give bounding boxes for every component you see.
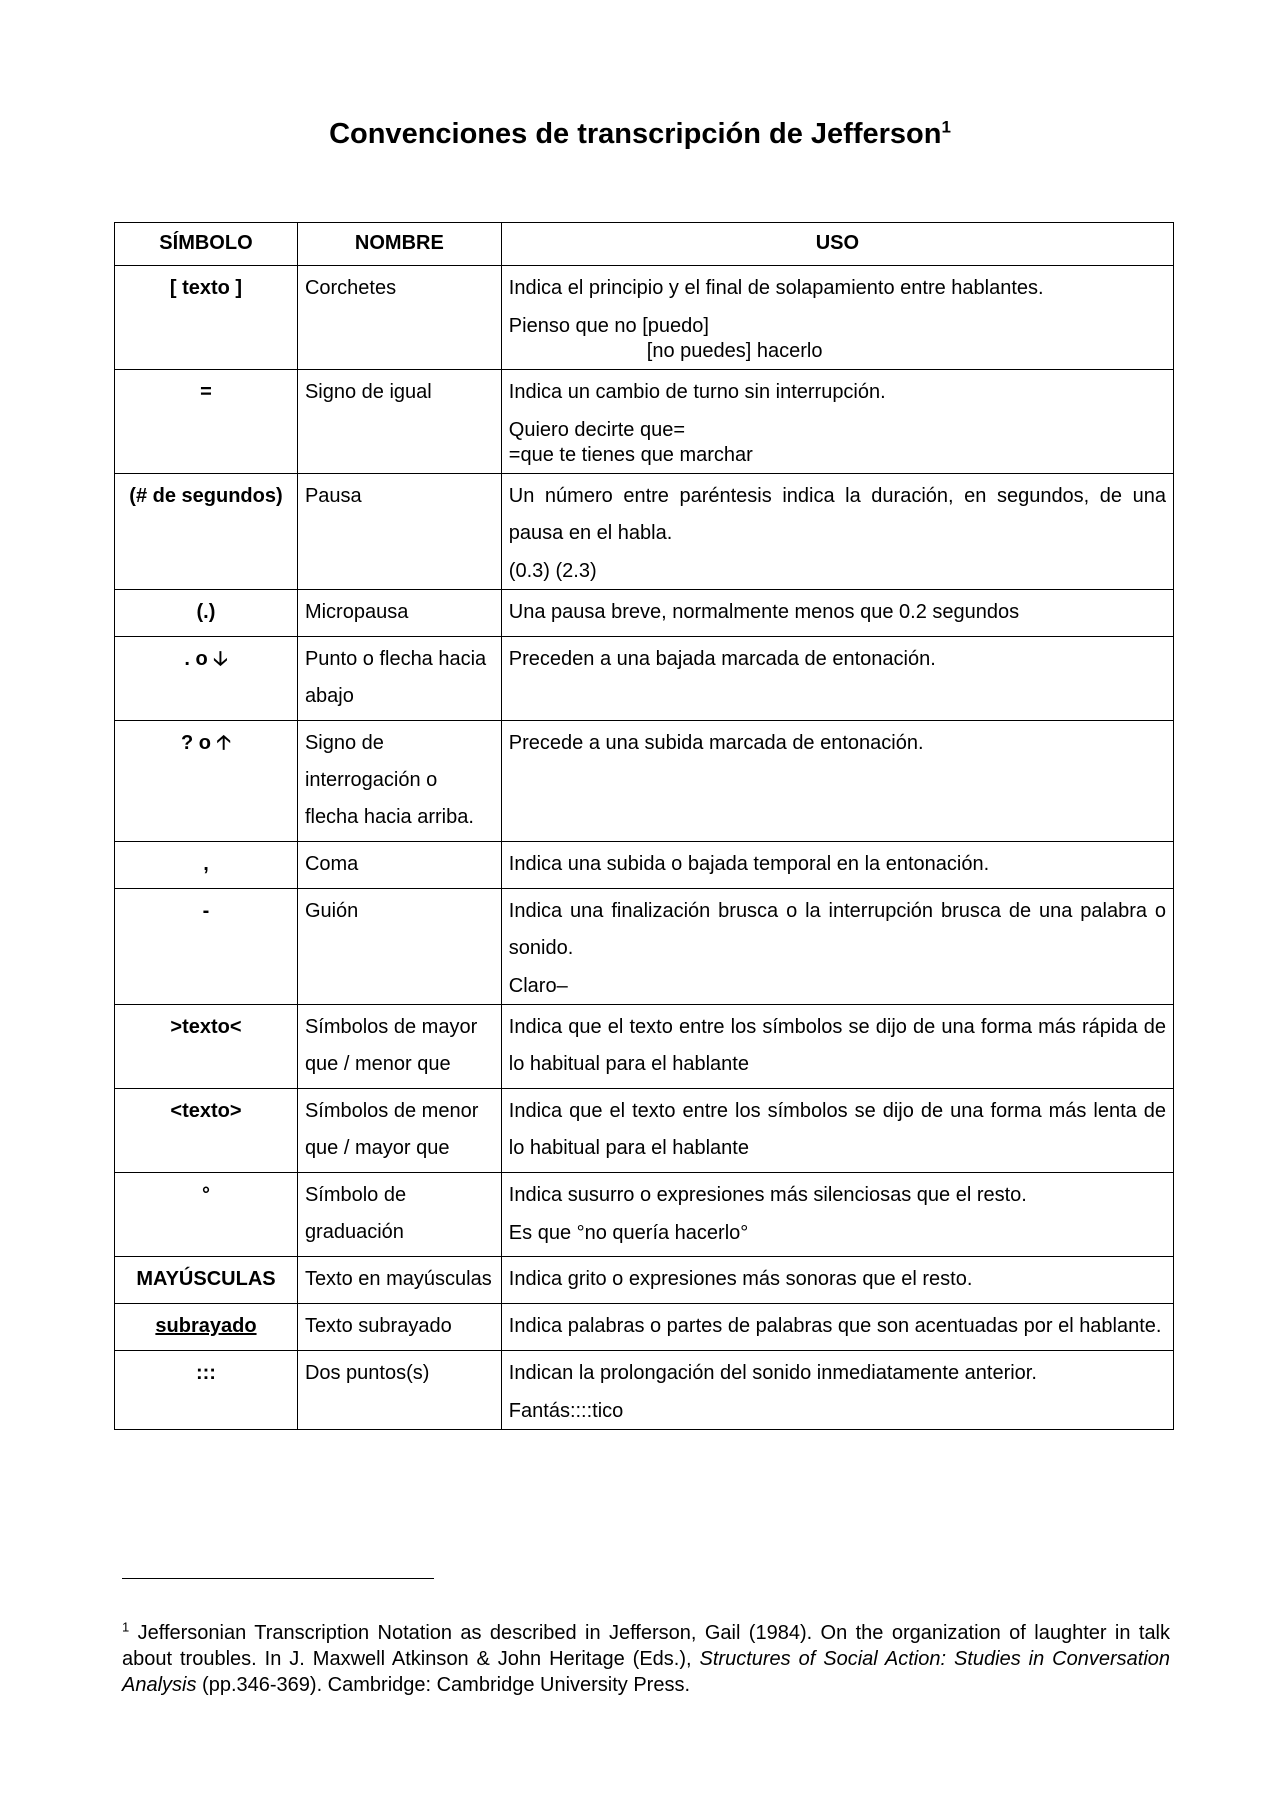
use-text: Indica un cambio de turno sin interrupción. [508, 381, 886, 403]
use-text: Indica palabras o partes de palabras que son acentuadas por el hablante. [508, 1315, 1162, 1337]
use-example: Fantás::::tico [508, 1400, 624, 1422]
use-text: Indica el principio y el final de solapamiento entre hablantes. [508, 277, 1044, 299]
cell-symbol: [ texto ] [115, 266, 298, 370]
table-row [115, 1173, 1174, 1257]
cell-symbol: = [115, 370, 298, 474]
footnote-book-title: Structures of Social Action: Studies in Conversation Analysis [122, 1648, 1171, 1696]
header-symbol: SÍMBOLO [115, 223, 298, 266]
cell-use [501, 266, 1173, 370]
use-text: Precede a una subida marcada de entonación. [508, 732, 924, 754]
example-line: =que te tienes que marchar [508, 444, 753, 466]
cell-name: Signo de interrogación o flecha hacia arriba. [297, 721, 501, 842]
cell-name: Símbolos de menor que / mayor que [297, 1089, 501, 1173]
table-row [115, 266, 1174, 370]
cell-use [501, 1089, 1173, 1173]
cell-name: Texto subrayado [297, 1304, 501, 1351]
cell-name: Guión [297, 889, 501, 1005]
table-row [115, 721, 1174, 842]
cell-name: Símbolo de graduación [297, 1173, 501, 1257]
cell-symbol: MAYÚSCULAS [115, 1257, 298, 1304]
table-row [115, 1351, 1174, 1430]
use-text: Un número entre paréntesis indica la duración, en segundos, de una pausa en el habla. [508, 485, 1166, 544]
table-row [115, 590, 1174, 637]
cell-name: Signo de igual [297, 370, 501, 474]
use-text: Indica susurro o expresiones más silenciosas que el resto. [508, 1184, 1027, 1206]
header-use: USO [501, 223, 1173, 266]
cell-name: Símbolos de mayor que / menor que [297, 1005, 501, 1089]
cell-use [501, 721, 1173, 842]
cell-use [501, 370, 1173, 474]
example-line: Pienso que no [puedo] [508, 315, 709, 337]
use-text: Preceden a una bajada marcada de entonación. [508, 648, 936, 670]
cell-symbol: - [115, 889, 298, 1005]
table-row [115, 1257, 1174, 1304]
cell-symbol: , [115, 842, 298, 889]
example-line: Quiero decirte que= [508, 419, 686, 441]
footnote-text: Jeffersonian Transcription Notation as described in Jefferson, Gail (1984). On the organization of laughter in talk about troubles. In J. Maxwell Atkinson & John Heritage (Eds.), [122, 1622, 1171, 1670]
cell-symbol: ? o 🡡 [115, 721, 298, 842]
table-row [115, 842, 1174, 889]
use-text: Indica una finalización brusca o la interrupción brusca de una palabra o sonido. [508, 900, 1166, 959]
cell-name: Texto en mayúsculas [297, 1257, 501, 1304]
cell-symbol: . o 🡣 [115, 637, 298, 721]
use-text: Indica una subida o bajada temporal en la entonación. [508, 853, 990, 875]
cell-use [501, 637, 1173, 721]
cell-use [501, 1304, 1173, 1351]
cell-symbol: >texto< [115, 1005, 298, 1089]
use-example: (0.3) (2.3) [508, 560, 597, 582]
footnote-text-end: (pp.346-369). Cambridge: Cambridge University Press. [202, 1674, 691, 1696]
table-row [115, 637, 1174, 721]
cell-name: Punto o flecha hacia abajo [297, 637, 501, 721]
conventions-table [114, 222, 1174, 1430]
cell-use [501, 1351, 1173, 1430]
cell-name: Coma [297, 842, 501, 889]
cell-symbol: <texto> [115, 1089, 298, 1173]
cell-symbol [115, 1304, 298, 1351]
cell-symbol: (.) [115, 590, 298, 637]
cell-use [501, 1173, 1173, 1257]
use-text: Indica grito o expresiones más sonoras que el resto. [508, 1268, 973, 1290]
page-title [0, 118, 1280, 151]
underlined-symbol: subrayado [155, 1315, 257, 1337]
header-name: NOMBRE [297, 223, 501, 266]
table-row [115, 1005, 1174, 1089]
cell-name: Micropausa [297, 590, 501, 637]
use-example: Es que °no quería hacerlo° [508, 1222, 749, 1244]
use-text: Indican la prolongación del sonido inmediatamente anterior. [508, 1362, 1037, 1384]
table-row [115, 1089, 1174, 1173]
cell-name: Corchetes [297, 266, 501, 370]
cell-use [501, 474, 1173, 590]
example-line: [no puedes] hacerlo [646, 340, 823, 362]
footnote-divider [122, 1578, 434, 1579]
cell-use [501, 1005, 1173, 1089]
cell-symbol: (# de segundos) [115, 474, 298, 590]
footnote [122, 1620, 1170, 1698]
use-text: Indica que el texto entre los símbolos se dijo de una forma más rápida de lo habitual para el hablante [508, 1016, 1166, 1075]
table-row [115, 370, 1174, 474]
table-header-row [115, 223, 1174, 266]
use-example [509, 418, 1166, 468]
cell-name: Dos puntos(s) [297, 1351, 501, 1430]
page-title-text: Convenciones de transcripción de Jefferson [329, 118, 942, 150]
cell-use [501, 842, 1173, 889]
table-row [115, 889, 1174, 1005]
cell-use [501, 1257, 1173, 1304]
footnote-ref: 1 [941, 117, 951, 137]
cell-name: Pausa [297, 474, 501, 590]
cell-use [501, 889, 1173, 1005]
footnote-marker: 1 [122, 1619, 130, 1635]
cell-symbol: ::: [115, 1351, 298, 1430]
use-example [509, 314, 1166, 364]
table-row [115, 1304, 1174, 1351]
cell-symbol: ° [115, 1173, 298, 1257]
use-text: Indica que el texto entre los símbolos se dijo de una forma más lenta de lo habitual para el hablante [508, 1100, 1166, 1159]
table-row [115, 474, 1174, 590]
use-example: Claro– [508, 975, 568, 997]
use-text: Una pausa breve, normalmente menos que 0.2 segundos [508, 601, 1020, 623]
cell-use [501, 590, 1173, 637]
